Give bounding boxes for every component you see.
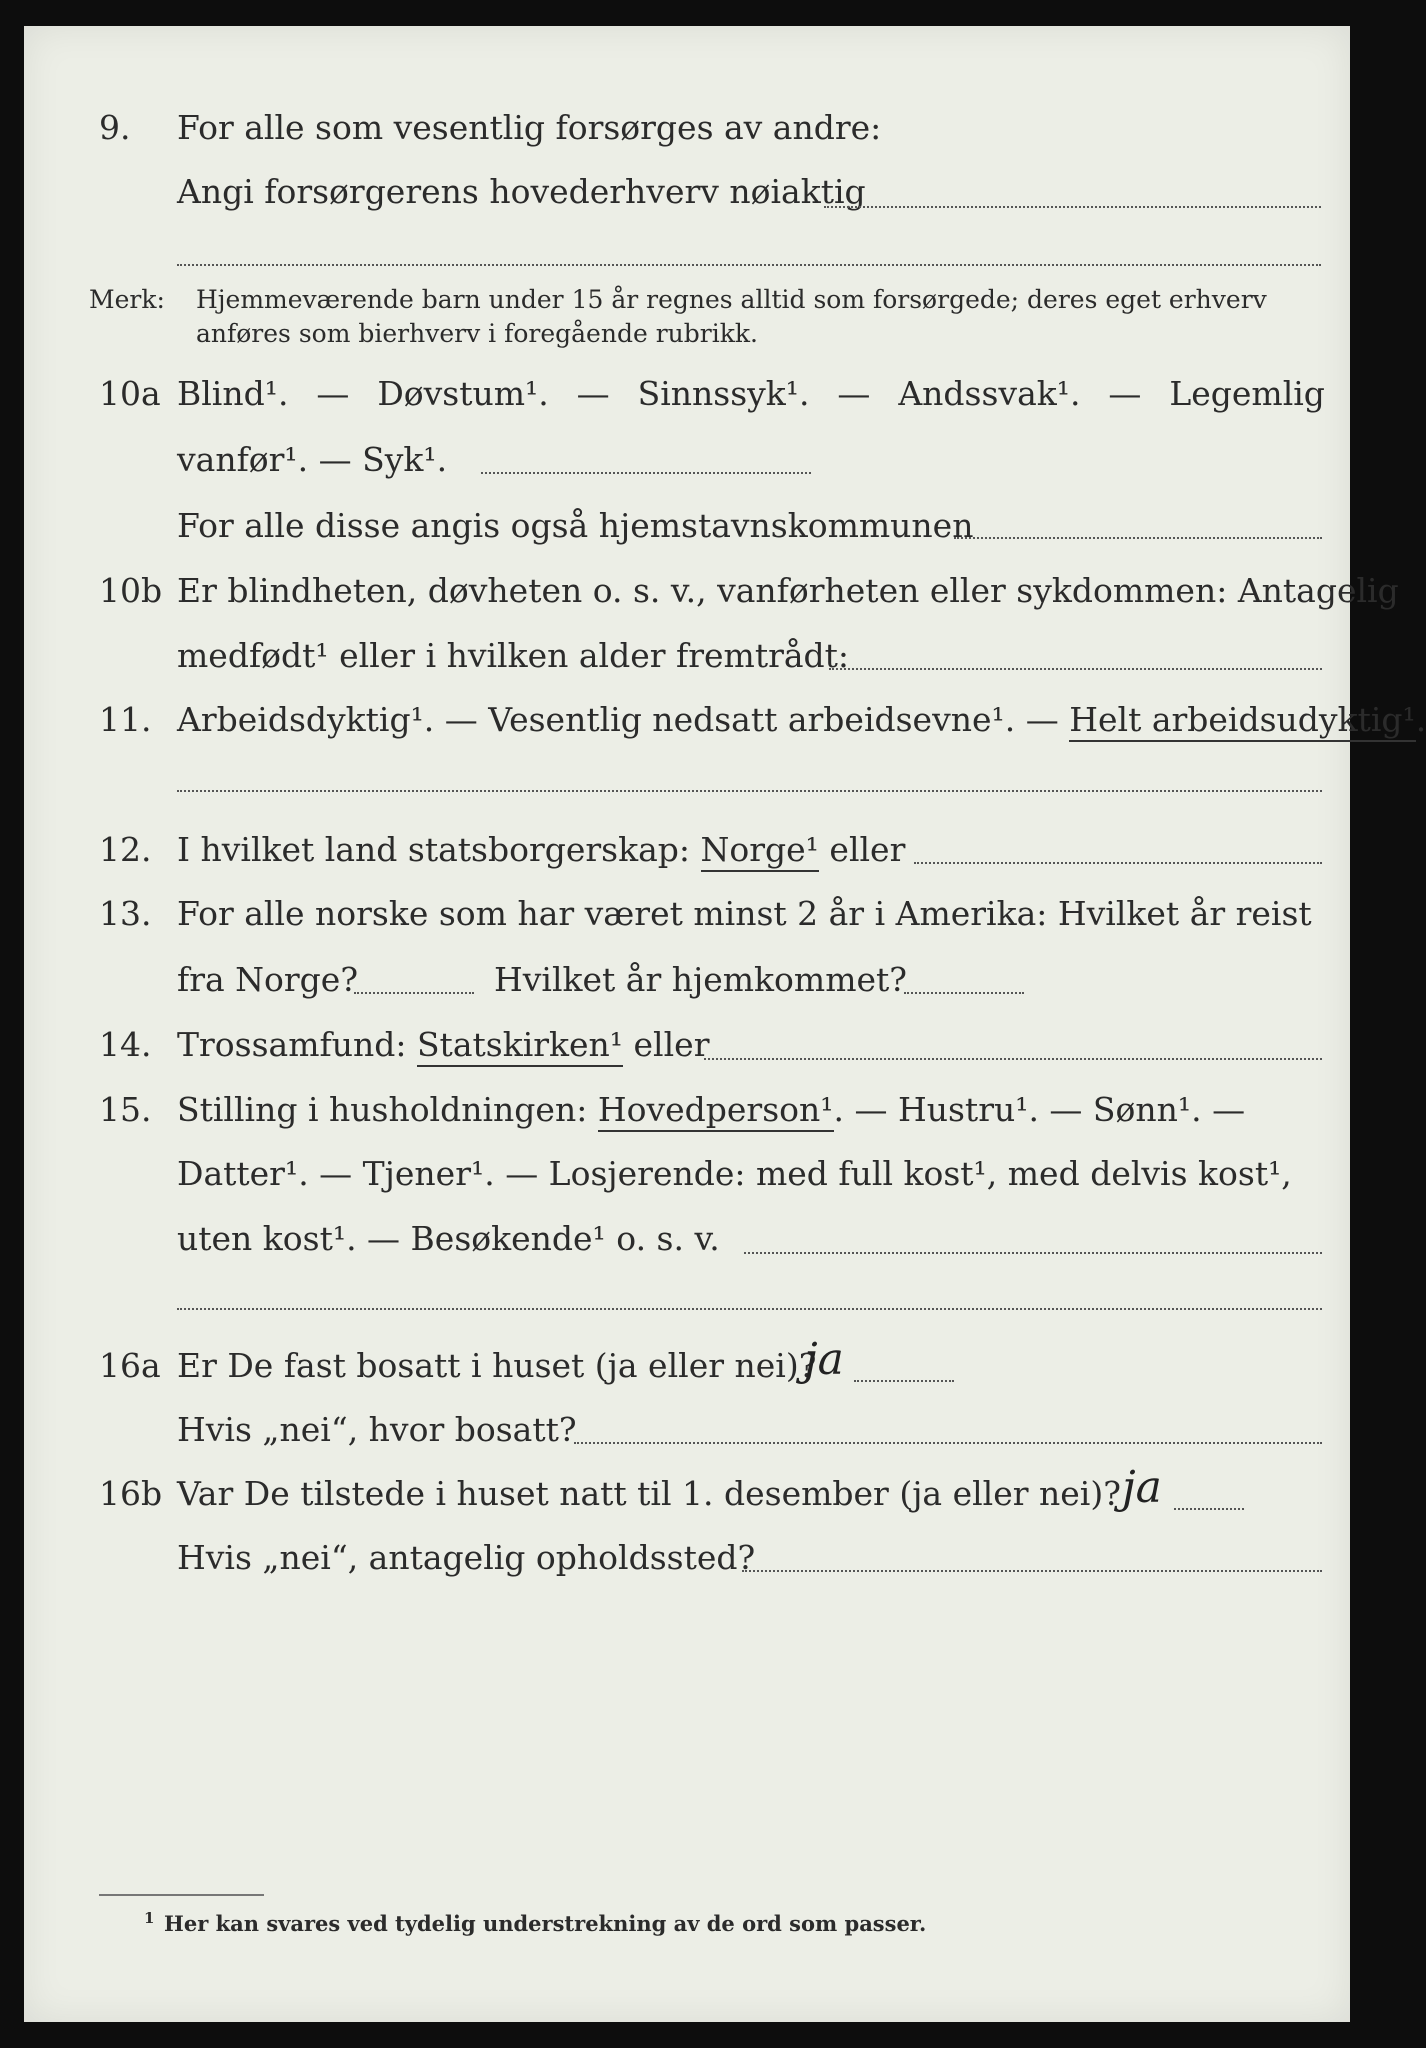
q14-number: 14.: [99, 1025, 152, 1064]
q16a-answer-line: [854, 1380, 954, 1382]
q10a-text-3: For alle disse angis også hjemstavnskommunen: [177, 506, 974, 545]
census-form-page: [24, 26, 1426, 2022]
option-blind: Blind¹.: [177, 374, 289, 413]
q15-underlined-answer: Hovedperson¹: [598, 1090, 834, 1132]
q11-text: Arbeidsdyktig¹. — Vesentlig nedsatt arbeidsevne¹. — Helt arbeidsudyktig¹.: [177, 700, 1426, 740]
q16b-answer-line: [1174, 1508, 1244, 1510]
q14-underlined-answer: Statskirken¹: [417, 1025, 623, 1067]
option-legemlig: Legemlig: [1169, 374, 1325, 413]
q16b-handwritten-answer: ja: [1122, 1462, 1162, 1513]
q10b-text-2: medfødt¹ eller i hvilken alder fremtrådt:: [177, 636, 850, 675]
q13-number: 13.: [99, 894, 152, 933]
q16b-number: 16b: [99, 1474, 163, 1513]
q15-answer-line-2: [177, 1308, 1322, 1310]
q16b-text: Var De tilstede i huset natt til 1. desember (ja eller nei)?: [177, 1474, 1121, 1513]
q16a-number: 16a: [99, 1346, 161, 1385]
q13-part-a: fra Norge?: [177, 960, 359, 999]
q16a-answer-line-2: [574, 1442, 1322, 1444]
option-dovstum: Døvstum¹.: [377, 374, 549, 413]
q13-part-b: Hvilket år hjemkommet?: [494, 960, 907, 999]
q14-text: Trossamfund: Statskirken¹ eller: [177, 1025, 709, 1065]
q13-answer-line-a: [354, 992, 474, 994]
option-sinnssyk: Sinnssyk¹.: [637, 374, 810, 413]
q10a-text-2: vanfør¹. — Syk¹.: [177, 440, 448, 479]
q15-answer-line: [744, 1252, 1322, 1254]
q12-text: I hvilket land statsborgerskap: Norge¹ eller: [177, 830, 905, 870]
q9-number: 9.: [99, 108, 131, 147]
q16a-text: Er De fast bosatt i huset (ja eller nei)?: [177, 1346, 817, 1385]
q12-number: 12.: [99, 830, 152, 869]
q10a-options: Blind¹. — Døvstum¹. — Sinnssyk¹. — Andssvak¹. — Legemlig: [177, 374, 1325, 413]
q16a-text-2: Hvis „nei“, hvor bosatt?: [177, 1410, 577, 1449]
q9-text-2: Angi forsørgerens hovederhverv nøiaktig: [177, 172, 866, 211]
q10a-answer-line: [481, 472, 811, 474]
q15-text-3: uten kost¹. — Besøkende¹ o. s. v.: [177, 1219, 720, 1258]
q16b-text-2: Hvis „nei“, antagelig opholdssted?: [177, 1538, 756, 1577]
q11-number: 11.: [99, 700, 152, 739]
q13-text: For alle norske som har været minst 2 år i Amerika: Hvilket år reist: [177, 894, 1312, 933]
q10a-number: 10a: [99, 374, 161, 413]
q14-answer-line: [704, 1058, 1322, 1060]
q9-text: For alle som vesentlig forsørges av andre:: [177, 108, 882, 147]
q15-number: 15.: [99, 1090, 152, 1129]
q10b-answer-line: [829, 668, 1322, 670]
q9-answer-line-2: [177, 264, 1321, 266]
merk-text-2: anføres som bierhverv i foregående rubrikk.: [196, 319, 758, 348]
merk-text-1: Hjemmeværende barn under 15 år regnes alltid som forsørgede; deres eget erhverv: [196, 285, 1267, 314]
option-andssvak: Andssvak¹.: [898, 374, 1081, 413]
q9-answer-line: [824, 206, 1321, 208]
q10b-text: Er blindheten, døvheten o. s. v., vanførheten eller sykdommen: Antagelig: [177, 571, 1399, 610]
q11-answer-line: [177, 790, 1322, 792]
footnote-marker: 1: [144, 1909, 155, 1927]
footnote-rule: [99, 1894, 264, 1896]
q16a-handwritten-answer: ja: [804, 1334, 844, 1385]
q12-answer-line: [914, 862, 1322, 864]
q15-text: Stilling i husholdningen: Hovedperson¹. — Hustru¹. — Sønn¹. —: [177, 1090, 1245, 1130]
q15-text-2: Datter¹. — Tjener¹. — Losjerende: med full kost¹, med delvis kost¹,: [177, 1154, 1292, 1193]
q11-underlined-answer: Helt arbeidsudyktig¹: [1069, 700, 1416, 742]
q10a-answer-line-2: [954, 537, 1322, 539]
q16b-answer-line-2: [742, 1570, 1322, 1572]
merk-label: Merk:: [89, 285, 165, 314]
q10b-number: 10b: [99, 571, 163, 610]
q12-underlined-answer: Norge¹: [701, 830, 819, 872]
q13-answer-line-b: [904, 992, 1024, 994]
footnote-text: Her kan svares ved tydelig understrekning av de ord som passer.: [164, 1911, 927, 1936]
